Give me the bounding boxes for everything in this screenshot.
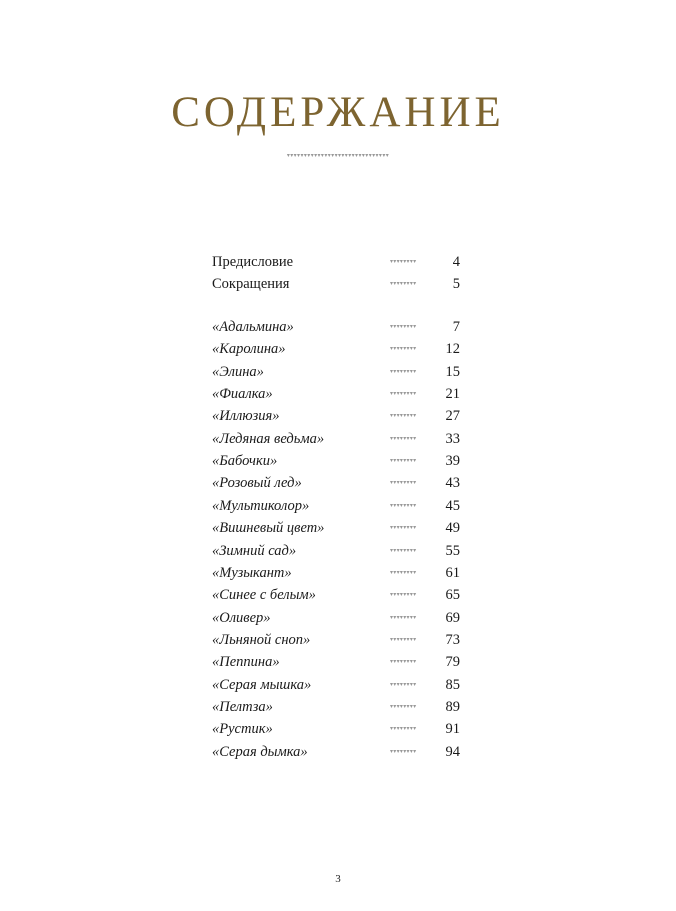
toc-entry-title: «Бабочки»	[212, 453, 278, 469]
toc-entry-page: 79	[445, 654, 460, 670]
toc-entry-page: 7	[452, 319, 460, 335]
toc-entry-title: Сокращения	[212, 276, 290, 292]
toc-entry-title: «Мультиколор»	[212, 498, 310, 514]
toc-entry-page: 43	[445, 475, 460, 491]
toc-leader-dots: ▾▾▾▾▾▾▾▾	[390, 637, 417, 643]
toc-entry-title: Предисловие	[212, 254, 294, 270]
toc-entry-page: 12	[445, 341, 460, 357]
toc-entry-page: 55	[445, 543, 460, 559]
toc-entry-title: «Серая дымка»	[212, 744, 308, 760]
toc-leader-dots: ▾▾▾▾▾▾▾▾	[390, 659, 417, 665]
toc-entry-title: «Элина»	[212, 364, 264, 380]
toc-entry-title: «Льняной сноп»	[212, 632, 311, 648]
toc-leader-dots: ▾▾▾▾▾▾▾▾	[390, 324, 417, 330]
toc-entry-title: «Рустик»	[212, 721, 273, 737]
toc-entry-page: 69	[445, 610, 460, 626]
toc-leader-dots: ▾▾▾▾▾▾▾▾	[390, 480, 417, 486]
toc-entry-page: 61	[445, 565, 460, 581]
toc-entry	[212, 361, 460, 383]
toc-entry-page: 15	[445, 364, 460, 380]
toc-entry-page: 39	[445, 453, 460, 469]
toc-entry-page: 89	[445, 699, 460, 715]
toc-entry-title: «Синее с белым»	[212, 587, 316, 603]
toc-entry-title: «Адальмина»	[212, 319, 294, 335]
toc-leader-dots: ▾▾▾▾▾▾▾▾	[390, 346, 417, 352]
toc-entry-title: «Пеппина»	[212, 654, 280, 670]
toc-entry	[212, 428, 460, 450]
toc-entry-page: 45	[445, 498, 460, 514]
toc-entry	[212, 629, 460, 651]
toc-entry-page: 49	[445, 520, 460, 536]
toc-entry	[212, 540, 460, 562]
toc-entry-page: 91	[445, 721, 460, 737]
toc-entry	[212, 316, 460, 338]
toc-entry-title: «Иллюзия»	[212, 408, 280, 424]
toc-entry	[212, 584, 460, 606]
toc-entry-title: «Зимний сад»	[212, 543, 297, 559]
toc-leader-dots: ▾▾▾▾▾▾▾▾	[390, 548, 417, 554]
toc-entry-title: «Музыкант»	[212, 565, 292, 581]
toc-entry-title: «Серая мышка»	[212, 677, 312, 693]
toc-entry	[212, 383, 460, 405]
toc-entry	[212, 495, 460, 517]
toc-entry-title: «Ледяная ведьма»	[212, 431, 325, 447]
toc-leader-dots: ▾▾▾▾▾▾▾▾	[390, 592, 417, 598]
toc-entry-title: «Вишневый цвет»	[212, 520, 325, 536]
page-title: СОДЕРЖАНИЕ	[171, 89, 505, 136]
toc-entry	[212, 674, 460, 696]
toc-entry-page: 33	[445, 431, 460, 447]
toc-entry	[212, 450, 460, 472]
toc-entry-page: 65	[445, 587, 460, 603]
toc-leader-dots: ▾▾▾▾▾▾▾▾	[390, 458, 417, 464]
toc-leader-dots: ▾▾▾▾▾▾▾▾	[390, 749, 417, 755]
toc-leader-dots: ▾▾▾▾▾▾▾▾	[390, 391, 417, 397]
toc-leader-dots: ▾▾▾▾▾▾▾▾	[390, 369, 417, 375]
toc-entry-page: 85	[445, 677, 460, 693]
toc-entry	[212, 741, 460, 763]
toc-entry-page: 94	[445, 744, 460, 760]
toc-entry	[212, 338, 460, 360]
toc-entry-page: 73	[445, 632, 460, 648]
toc-leader-dots: ▾▾▾▾▾▾▾▾	[390, 615, 417, 621]
toc-entry	[212, 718, 460, 740]
toc-entry	[212, 273, 460, 295]
toc-leader-dots: ▾▾▾▾▾▾▾▾	[390, 704, 417, 710]
toc-leader-dots: ▾▾▾▾▾▾▾▾	[390, 682, 417, 688]
toc-entry-title: «Пелтза»	[212, 699, 273, 715]
toc-entry-title: «Оливер»	[212, 610, 271, 626]
toc-entry	[212, 696, 460, 718]
toc-entry-page: 27	[445, 408, 460, 424]
toc-entry	[212, 607, 460, 629]
toc-leader-dots: ▾▾▾▾▾▾▾▾	[390, 726, 417, 732]
toc-entry	[212, 517, 460, 539]
toc-entry-title: «Розовый лед»	[212, 475, 302, 491]
toc-entry-page: 4	[452, 254, 460, 270]
toc-leader-dots: ▾▾▾▾▾▾▾▾	[390, 436, 417, 442]
toc-entry	[212, 562, 460, 584]
toc-entry-page: 5	[452, 276, 460, 292]
toc-entry-title: «Фиалка»	[212, 386, 273, 402]
toc-leader-dots: ▾▾▾▾▾▾▾▾	[390, 259, 417, 265]
toc-entry	[212, 651, 460, 673]
title-ornament-divider: ▾▾▾▾▾▾▾▾▾▾▾▾▾▾▾▾▾▾▾▾▾▾▾▾▾▾▾▾▾▾	[286, 153, 390, 159]
toc-entry	[212, 405, 460, 427]
toc-leader-dots: ▾▾▾▾▾▾▾▾	[390, 281, 417, 287]
toc-entry	[212, 472, 460, 494]
toc-leader-dots: ▾▾▾▾▾▾▾▾	[390, 525, 417, 531]
toc-entry-title: «Каролина»	[212, 341, 286, 357]
toc-leader-dots: ▾▾▾▾▾▾▾▾	[390, 570, 417, 576]
toc-leader-dots: ▾▾▾▾▾▾▾▾	[390, 503, 417, 509]
toc-entry	[212, 251, 460, 273]
page-number: 3	[335, 873, 341, 885]
toc-leader-dots: ▾▾▾▾▾▾▾▾	[390, 413, 417, 419]
toc-entry-page: 21	[445, 386, 460, 402]
